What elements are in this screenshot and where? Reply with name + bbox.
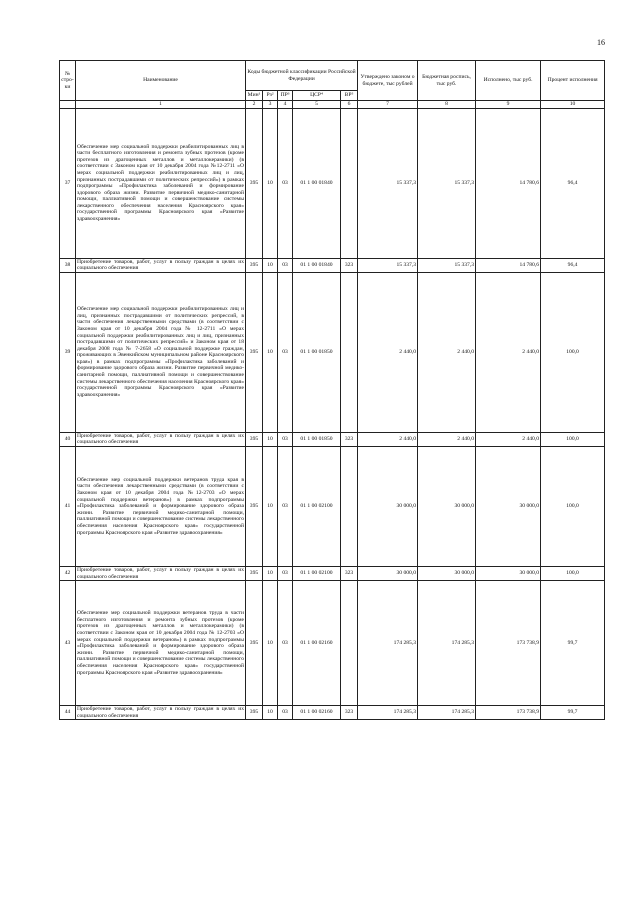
column-number [60,101,76,109]
column-number: 6 [341,101,358,109]
code-pr-cell: 03 [278,258,293,272]
row-name-cell: Обеспечение мер социальной поддержки реабилитированных лиц и лиц, признанных пострадавшими от политических репрессий, в части обеспечения лекарственными средствами (в соответствии с Законом края от 10 декабря 2004 года № 12-2711 «О мерах социальной поддержки реабилитированных лиц и лиц, признанных пострадавшими от политических репрессий» и Законом края от 18 декабря 2008 года № 7-2658 «О социальной поддержке граждан, проживающих в Эвенкийском муниципальном районе Красноярского края») в рамках подпрограммы «Профилактика заболеваний и формирование здорового образа жизни. Развитие первичной медико-санитарной помощи, паллиативной помощи и совершенствование системы лекарственного обеспечения населения Красноярского края» государственной программы Красноярского края «Развитие здравоохранения» [76,272,246,432]
column-number: 2 [246,101,263,109]
header-row [60,61,605,91]
code-csr-cell: 01 1 00 02160 [293,581,341,706]
code-min-cell: 395 [246,272,263,432]
code-pr-cell: 03 [278,446,293,566]
approved-amount-cell: 15 337,3 [358,108,418,258]
code-pr-cell: 03 [278,272,293,432]
column-number: 7 [358,101,418,109]
code-vr-cell: 323 [341,706,358,720]
code-rz-cell: 10 [263,581,278,706]
row-name-cell: Обеспечение мер социальной поддержки реабилитированных лиц в части бесплатного изготовления и ремонта зубных протезов (кроме протезов из драгоценных металлов и металлокерамики) (в соответствии с Законом края от 10 декабря 2004 года №12-2711 «О мерах социальной поддержки реабилитированных лиц и лиц, признанных пострадавшими от политических репрессий») в рамках подпрограммы «Профилактика заболеваний и формирование здорового образа жизни. Развитие первичной медико-санитарной помощи, паллиативной помощи и совершенствование системы лекарственного обеспечения населения Красноярского края» государственной программы Красноярского края «Развитие здравоохранения» [76,108,246,258]
code-rz-cell: 10 [263,272,278,432]
code-rz-cell: 10 [263,706,278,720]
header-vr: ВР⁵ [341,91,358,101]
approved-amount-cell: 15 337,3 [358,258,418,272]
row-number-cell: 40 [60,432,76,446]
code-csr-cell: 01 1 00 01840 [293,108,341,258]
budget-list-amount-cell: 2 440,0 [418,272,476,432]
header-executed: Исполнено, тыс руб. [476,61,541,101]
code-min-cell: 395 [246,446,263,566]
percent-cell: 99,7 [541,581,605,706]
executed-amount-cell: 30 000,0 [476,566,541,580]
row-number-cell: 43 [60,581,76,706]
budget-list-amount-cell: 2 440,0 [418,432,476,446]
row-name-cell: Приобретение товаров, работ, услуг в пользу граждан в целях их социального обеспечения [77,432,244,446]
header-budget-list: Бюджетная роспись, тыс руб. [418,61,476,101]
code-min-cell: 395 [246,566,263,580]
code-csr-cell: 01 1 00 01840 [293,258,341,272]
approved-amount-cell: 2 440,0 [358,272,418,432]
code-min-cell: 395 [246,258,263,272]
header-rz: Рз² [263,91,278,101]
code-min-cell: 395 [246,432,263,446]
budget-list-amount-cell: 174 285,3 [418,581,476,706]
row-name-cell: Приобретение товаров, работ, услуг в пользу граждан в целях их социального обеспечения [77,258,244,272]
table-row [60,446,605,566]
column-number: 8 [418,101,476,109]
column-number: 4 [278,101,293,109]
header-percent: Процент исполнения [541,61,605,101]
code-rz-cell: 10 [263,258,278,272]
approved-amount-cell: 2 440,0 [358,432,418,446]
percent-cell: 96,4 [541,258,605,272]
code-rz-cell: 10 [263,108,278,258]
row-number-cell: 38 [60,258,76,272]
row-number-cell: 37 [60,108,76,258]
code-vr-cell: 323 [341,432,358,446]
executed-amount-cell: 14 780,6 [476,108,541,258]
approved-amount-cell: 174 285,3 [358,706,418,720]
column-number: 3 [263,101,278,109]
code-rz-cell: 10 [263,566,278,580]
approved-amount-cell: 30 000,0 [358,566,418,580]
code-pr-cell: 03 [278,108,293,258]
table-row [60,258,605,272]
budget-list-amount-cell: 30 000,0 [418,446,476,566]
code-min-cell: 395 [246,706,263,720]
row-number-cell: 44 [60,706,76,720]
row-name-cell: Приобретение товаров, работ, услуг в пользу граждан в целях их социального обеспечения [77,706,244,719]
header-pr: ПР³ [278,91,293,101]
code-pr-cell: 03 [278,706,293,720]
header-row-number: № стро-ки [60,61,76,101]
table-row [60,272,605,432]
code-vr-cell: 323 [341,566,358,580]
executed-amount-cell: 2 440,0 [476,432,541,446]
budget-table [59,60,605,720]
code-min-cell: 395 [246,581,263,706]
code-csr-cell: 01 1 00 01850 [293,272,341,432]
executed-amount-cell: 173 738,9 [476,581,541,706]
budget-list-amount-cell: 15 337,3 [418,258,476,272]
table-row [60,108,605,258]
code-csr-cell: 01 1 00 02100 [293,566,341,580]
percent-cell: 100,0 [541,272,605,432]
table-row [60,432,605,446]
row-number-cell: 39 [60,272,76,432]
percent-cell: 100,0 [541,446,605,566]
row-number-cell: 41 [60,446,76,566]
code-rz-cell: 10 [263,446,278,566]
row-name-cell: Обеспечение мер социальной поддержки ветеранов труда в части бесплатного изготовления и ремонта зубных протезов (кроме протезов из драгоценных металлов и металлокерамики) (в соответствии с Законом края от 10 декабря 2004 года № 12-2703 «О мерах социальной поддержки ветеранов») в рамках подпрограммы «Профилактика заболеваний и формирование здорового образа жизни. Развитие первичной медико-санитарной помощи, паллиативной помощи и совершенствование системы лекарственного обеспечения населения Красноярского края» государственной программы Красноярского края «Развитие здравоохранения» [76,581,246,706]
code-pr-cell: 03 [278,432,293,446]
column-number: 1 [76,101,246,109]
executed-amount-cell: 14 780,6 [476,258,541,272]
column-number: 9 [476,101,541,109]
code-pr-cell: 03 [278,581,293,706]
percent-cell: 100,0 [541,566,605,580]
header-name: Наименование [76,61,246,101]
percent-cell: 96,4 [541,108,605,258]
code-csr-cell: 01 1 00 02100 [293,446,341,566]
code-csr-cell: 01 1 00 01850 [293,432,341,446]
approved-amount-cell: 30 000,0 [358,446,418,566]
executed-amount-cell: 173 738,9 [476,706,541,720]
code-rz-cell: 10 [263,432,278,446]
row-name-cell: Приобретение товаров, работ, услуг в пользу граждан в целях их социального обеспечения [77,566,244,580]
percent-cell: 99,7 [541,706,605,720]
header-csr: ЦСР⁴ [293,91,341,101]
code-csr-cell: 01 1 00 02160 [293,706,341,720]
code-vr-cell [341,272,358,432]
approved-amount-cell: 174 285,3 [358,581,418,706]
budget-list-amount-cell: 30 000,0 [418,566,476,580]
row-number-cell: 42 [60,566,76,580]
column-number: 10 [541,101,605,109]
code-vr-cell [341,446,358,566]
table-row [60,566,605,580]
column-number: 5 [293,101,341,109]
code-vr-cell: 323 [341,258,358,272]
executed-amount-cell: 30 000,0 [476,446,541,566]
header-approved: Утверждено законом о бюджете, тыс рублей [358,61,418,101]
table-row [60,581,605,706]
page-number: 16 [597,38,605,47]
header-budget-codes: Коды бюджетной классификации Российской Федерации [246,61,358,91]
column-numbers-row [60,101,605,109]
table-row [60,706,605,720]
header-min: Мин¹ [246,91,263,101]
code-vr-cell [341,108,358,258]
budget-list-amount-cell: 15 337,3 [418,108,476,258]
code-vr-cell [341,581,358,706]
row-name-cell: Обеспечение мер социальной поддержки ветеранов труда края в части обеспечения лекарственными средствами (в соответствии с Законом края от 10 декабря 2004 года №12-2703 «О мерах социальной поддержки ветеранов») в рамках подпрограммы «Профилактика заболеваний и формирование здорового образа жизни. Развитие первичной медико-санитарной помощи, паллиативной помощи и совершенствование системы лекарственного обеспечения населения Красноярского края» государственной программы Красноярского края «Развитие здравоохранения» [76,446,246,566]
percent-cell: 100,0 [541,432,605,446]
code-pr-cell: 03 [278,566,293,580]
budget-list-amount-cell: 174 285,3 [418,706,476,720]
executed-amount-cell: 2 440,0 [476,272,541,432]
code-min-cell: 395 [246,108,263,258]
